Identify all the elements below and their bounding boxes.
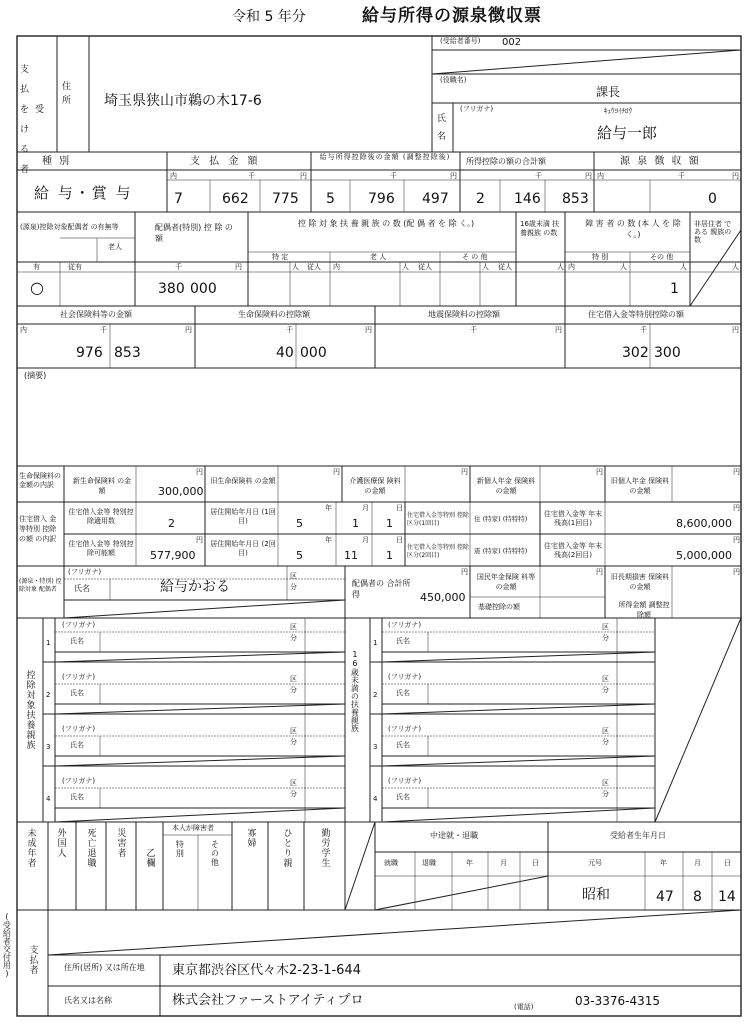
unit-sub-person: 従人 (418, 263, 432, 271)
unit-yen: 円 (555, 326, 562, 334)
care-label: 介護医療保 険料の金額 (349, 477, 401, 495)
unit-inner: 内 (333, 263, 340, 271)
new-pension-label: 新個人年金 保険料の金額 (476, 477, 536, 495)
income-header-withholding: 源 泉 徴 収 額 (620, 156, 701, 167)
receipt-label: (受給者交付用) (2, 912, 12, 978)
u16-furigana-label: (フリガナ) (388, 673, 422, 681)
flag-widow: 寡婦 (245, 828, 256, 848)
unit-yen: 円 (185, 326, 192, 334)
payer-address: 東京都渋谷区代々木2-23-1-644 (172, 963, 361, 978)
dep-furigana-label: (フリガナ) (62, 725, 96, 733)
unit-sub-person: 従人 (498, 263, 512, 271)
birth-month-label: 月 (694, 859, 701, 867)
dep-kubun-label: 区 分 (290, 727, 297, 746)
start2-label: 居住開始年月日 (2回目) (210, 540, 276, 557)
spouse-kubun-label: 区 分 (290, 572, 297, 591)
housing-balance-2: 5,000,000 (676, 549, 732, 562)
life-insurance-header: 生命保険料の控除額 (238, 310, 310, 319)
new-life-label: 新生命保険料 の金額 (72, 477, 132, 495)
midyear-year: 年 (466, 859, 473, 867)
unit-sub-person: 従人 (307, 263, 321, 271)
unit-person: 人 (482, 263, 489, 271)
dep-name-label: 氏名 (70, 637, 84, 645)
dependents-header: 控 除 対 象 扶 養 親 族 の 数 (配 偶 者 を 除 く。) (297, 219, 475, 228)
birth-year-label: 年 (660, 859, 667, 867)
unit-thousand: 千 (286, 326, 293, 334)
u16-kubun-label: 区 分 (602, 779, 609, 798)
after-deduction-yen: 497 (422, 191, 449, 207)
nonresident-header: 非居住者 である 親族の数 (694, 220, 732, 244)
unit-yen: 円 (235, 263, 242, 271)
address-label: 住 所 (62, 82, 72, 106)
housing-count-label: 住宅借入金等 特別控除適用数 (68, 508, 134, 525)
start1-month: 1 (352, 517, 359, 530)
birth-era: 昭和 (582, 887, 610, 903)
start1-label: 居住開始年月日 (1回目) (210, 508, 276, 525)
housing-detail-label: 住宅借入 金等特別 控除の額 の内訳 (19, 515, 57, 543)
u16-name-label: 氏名 (396, 793, 410, 801)
unit-person: 人 (620, 263, 627, 271)
recipient-position: 課長 (596, 85, 621, 99)
unit-yen: 円 (365, 326, 372, 334)
income-header-type: 種 別 (42, 156, 72, 167)
u16-name-label: 氏名 (396, 637, 410, 645)
u16-furigana-label: (フリガナ) (388, 725, 422, 733)
dep-furigana-label: (フリガナ) (62, 673, 96, 681)
recipient-address: 埼玉県狭山市鵜の木17-6 (104, 93, 262, 109)
dependents-side-label: 控除対象扶養親族 (24, 670, 35, 750)
unit-year: 年 (325, 536, 332, 544)
spouse-row-label: (源泉・特別) 控除対象 配偶者 (19, 578, 62, 593)
cat2-label: 住宅借入金等特別 控除区分(2回目) (407, 544, 469, 559)
recipient-no-label: (受給者番号) (440, 37, 481, 45)
unit-inner: 内 (170, 172, 177, 180)
unit-yen: 円 (732, 172, 739, 180)
spouse-name: 給与かおる (160, 579, 230, 595)
old-damage-label: 旧長期損害 保険料の金額 (610, 573, 670, 591)
housing-category-2: 震 (特家) (特特特) (474, 547, 528, 555)
spouse-name-label: 氏名 (74, 584, 90, 593)
unit-thousand: 千 (535, 172, 542, 180)
life-detail-label: 生命保険料の金額の内訳 (19, 472, 61, 489)
spouse-deduction-thousands: 380 (158, 281, 185, 297)
payment-thousands: 662 (222, 191, 249, 207)
spouse-income: 450,000 (420, 591, 466, 604)
unit-thousand: 千 (678, 172, 685, 180)
deduction-total-thousands: 146 (514, 191, 541, 207)
birth-year: 47 (656, 889, 674, 905)
unit-day: 日 (396, 536, 403, 544)
new-life-amount: 300,000 (158, 485, 204, 498)
unit-yen: 円 (461, 468, 468, 476)
unit-yen: 円 (585, 172, 592, 180)
recipient-side-label: 支 払 を受け る 者 (20, 65, 51, 175)
unit-month: 月 (362, 536, 369, 544)
dep-name-label: 氏名 (70, 741, 84, 749)
basic-deduction-label: 基礎控除の額 (478, 603, 520, 611)
unit-day: 日 (396, 504, 403, 512)
deduction-total-millions: 2 (476, 191, 485, 207)
disabled-self-header: 本人が障害者 (172, 824, 214, 832)
u16-num-4: 4 (373, 795, 378, 803)
birth-month: 8 (693, 889, 702, 905)
birth-era-label: 元号 (588, 859, 602, 867)
income-header-payment: 支 払 金 額 (190, 156, 261, 167)
sub-other: そ の 他 (462, 253, 488, 261)
after-deduction-thousands: 796 (368, 191, 395, 207)
disabled-other-count: 1 (670, 281, 679, 297)
elderly-label: 老人 (108, 243, 122, 251)
recipient-furigana: ｷｭｳﾖｲﾁﾛｳ (604, 107, 632, 115)
u16-name-label: 氏名 (396, 689, 410, 697)
sub-special: 特 別 (592, 253, 609, 261)
u16-kubun-label: 区 分 (602, 727, 609, 746)
unit-yen: 円 (596, 568, 603, 576)
remarks-label: (摘要) (24, 371, 47, 380)
housing-count: 2 (168, 517, 175, 530)
housing-loan-header: 住宅借入金等特別控除の額 (588, 310, 684, 319)
housing-category-1: 住 (特家) (特特特) (474, 515, 528, 523)
dep-name-label: 氏名 (70, 793, 84, 801)
unit-person: 人 (557, 263, 564, 271)
midyear-retire: 退職 (422, 859, 436, 867)
income-type: 給 与・賞 与 (34, 184, 133, 202)
midyear-month: 月 (500, 859, 507, 867)
u16-furigana-label: (フリガナ) (388, 777, 422, 785)
unit-inner: 内 (597, 172, 604, 180)
unit-yen: 円 (333, 468, 340, 476)
birth-header: 受給者生年月日 (610, 831, 666, 840)
social-insurance-yen: 853 (114, 345, 141, 361)
u16-kubun-label: 区 分 (602, 675, 609, 694)
payer-phone: 03-3376-4315 (575, 994, 661, 1008)
midyear-day: 日 (532, 859, 539, 867)
tax-year: 令和 5 年分 (232, 9, 306, 25)
start1-year: 5 (296, 517, 303, 530)
furigana-label: (フリガナ) (460, 105, 494, 113)
dep-furigana-label: (フリガナ) (62, 777, 96, 785)
phone-label: (電話) (514, 1003, 534, 1011)
flag-death-retire: 死亡退職 (85, 828, 96, 868)
unit-yen: 円 (196, 468, 203, 476)
payer-address-label: 住所(居所) 又は所在地 (64, 963, 145, 972)
u16-num-2: 2 (373, 691, 378, 699)
start2-month: 11 (344, 549, 358, 562)
midyear-hire: 就職 (384, 859, 398, 867)
dep-num-3: 3 (46, 743, 51, 751)
unit-person: 人 (680, 263, 687, 271)
dep-furigana-label: (フリガナ) (62, 621, 96, 629)
unit-person: 人 (292, 263, 299, 271)
unit-month: 月 (362, 504, 369, 512)
unit-thousand: 千 (175, 263, 182, 271)
spouse-income-label: 配偶者の 合計所得 (352, 579, 411, 599)
withholding-amount: 0 (708, 191, 717, 207)
disabled-self-special: 特別 (175, 840, 185, 858)
payer-name: 株式会社ファーストアイティプロ (172, 993, 364, 1008)
document-title: 給与所得の源泉徴収票 (362, 6, 542, 26)
position-label: (役職名) (440, 76, 467, 84)
bal1-label: 住宅借入金等 年末残高(1回目) (543, 510, 603, 527)
unit-inner: 内 (20, 326, 27, 334)
birth-day: 14 (718, 889, 736, 905)
housing-possible-amount: 577,900 (150, 549, 196, 562)
spouse-furigana-label: (フリガナ) (68, 568, 102, 576)
dep-name-label: 氏名 (70, 689, 84, 697)
u16-kubun-label: 区 分 (602, 623, 609, 642)
recipient-name: 給与一郎 (597, 124, 658, 142)
unit-yen: 円 (733, 468, 740, 476)
u16-name-label: 氏名 (396, 741, 410, 749)
disabled-header: 障 害 者 の 数 (本 人 を 除 く。) (585, 219, 681, 239)
spouse-present-mark: ○ (30, 278, 44, 297)
income-header-after: 給与所得控除後の金額 (調整控除後) (319, 153, 451, 161)
unit-thousand: 千 (248, 172, 255, 180)
flag-disaster: 災害者 (115, 828, 126, 858)
spouse-special-header: 配偶者(特別) 控 除 の 額 (155, 223, 233, 243)
housing-loan-yen: 300 (654, 345, 681, 361)
unit-yen: 円 (733, 568, 740, 576)
under16-header: 16歳未満 扶養親族 の数 (520, 220, 560, 237)
unit-thousand: 千 (640, 326, 647, 334)
unit-thousand: 千 (100, 326, 107, 334)
disabled-self-other: その他 (210, 840, 220, 867)
start1-day: 1 (386, 517, 393, 530)
sub-specific: 特 定 (272, 253, 289, 261)
social-insurance-thousands: 976 (76, 345, 103, 361)
flag-foreigner: 外国人 (55, 828, 66, 858)
dep-kubun-label: 区 分 (290, 623, 297, 642)
start2-day: 1 (386, 549, 393, 562)
under16-side-label: 16歳未満の扶養親族 (350, 650, 360, 732)
unit-yes-sub: 従有 (68, 263, 82, 271)
cat1-label: 住宅借入金等特別 控除区分(1回目) (407, 512, 469, 527)
pension-label: 国民年金保険 料等の金額 (476, 573, 536, 591)
deduction-total-yen: 853 (562, 191, 589, 207)
unit-person: 人 (402, 263, 409, 271)
unit-yen: 円 (461, 568, 468, 576)
income-header-deduction: 所得控除の額の合計額 (466, 157, 546, 166)
life-insurance-thousands: 40 (276, 345, 294, 361)
unit-inner: 内 (568, 263, 575, 271)
spouse-header: (源泉)控除対象配偶者 の有無等 (20, 223, 119, 231)
flag-single-parent: ひとり親 (281, 828, 292, 868)
sub-other2: その 他 (650, 253, 674, 261)
unit-yes: 有 (33, 263, 40, 271)
unit-yen: 円 (732, 326, 739, 334)
u16-num-1: 1 (373, 639, 378, 647)
old-pension-label: 旧個人年金 保険料の金額 (610, 477, 670, 495)
payer-name-label: 氏名又は名称 (64, 996, 112, 1005)
start2-year: 5 (296, 549, 303, 562)
earthquake-insurance-header: 地震保険料の控除額 (428, 310, 500, 319)
dep-kubun-label: 区 分 (290, 675, 297, 694)
u16-furigana-label: (フリガナ) (388, 621, 422, 629)
unit-thousand: 千 (470, 326, 477, 334)
flag-minor: 未成年者 (25, 828, 36, 868)
payment-yen: 775 (272, 191, 299, 207)
dep-kubun-label: 区 分 (290, 779, 297, 798)
dep-num-4: 4 (46, 795, 51, 803)
birth-day-label: 日 (724, 859, 731, 867)
name-label: 氏 名 (437, 114, 447, 142)
housing-loan-thousands: 302 (622, 345, 649, 361)
housing-possible-label: 住宅借入金等 特別控除可能額 (68, 540, 134, 557)
life-insurance-yen: 000 (300, 345, 327, 361)
unit-yen: 円 (450, 172, 457, 180)
unit-yen: 円 (196, 536, 203, 544)
unit-yen: 円 (733, 536, 740, 544)
unit-year: 年 (325, 504, 332, 512)
housing-balance-1: 8,600,000 (676, 517, 732, 530)
unit-person: 人 (732, 263, 739, 271)
adjust-label: 所得金額 調整控除額 (618, 601, 670, 619)
midyear-header: 中途就・退職 (430, 831, 478, 840)
payment-millions: 7 (174, 191, 183, 207)
bal2-label: 住宅借入金等 年末残高(2回目) (543, 542, 603, 559)
dep-num-1: 1 (46, 639, 51, 647)
flag-otsu: 乙欄 (144, 848, 155, 868)
u16-num-3: 3 (373, 743, 378, 751)
sub-elderly: 老 人 (370, 253, 387, 261)
flag-student: 勤労学生 (319, 828, 330, 868)
unit-yen: 円 (300, 172, 307, 180)
unit-yen: 円 (733, 504, 740, 512)
payer-side-label: 支払者 (27, 945, 38, 975)
recipient-no: 002 (502, 37, 522, 48)
social-insurance-header: 社会保険料等の金額 (60, 310, 132, 319)
after-deduction-millions: 5 (326, 191, 335, 207)
dep-num-2: 2 (46, 691, 51, 699)
old-life-label: 旧生命保険料 の金額 (210, 477, 276, 485)
unit-thousand: 千 (390, 172, 397, 180)
spouse-deduction-yen: 000 (190, 281, 217, 297)
unit-yen: 円 (596, 468, 603, 476)
